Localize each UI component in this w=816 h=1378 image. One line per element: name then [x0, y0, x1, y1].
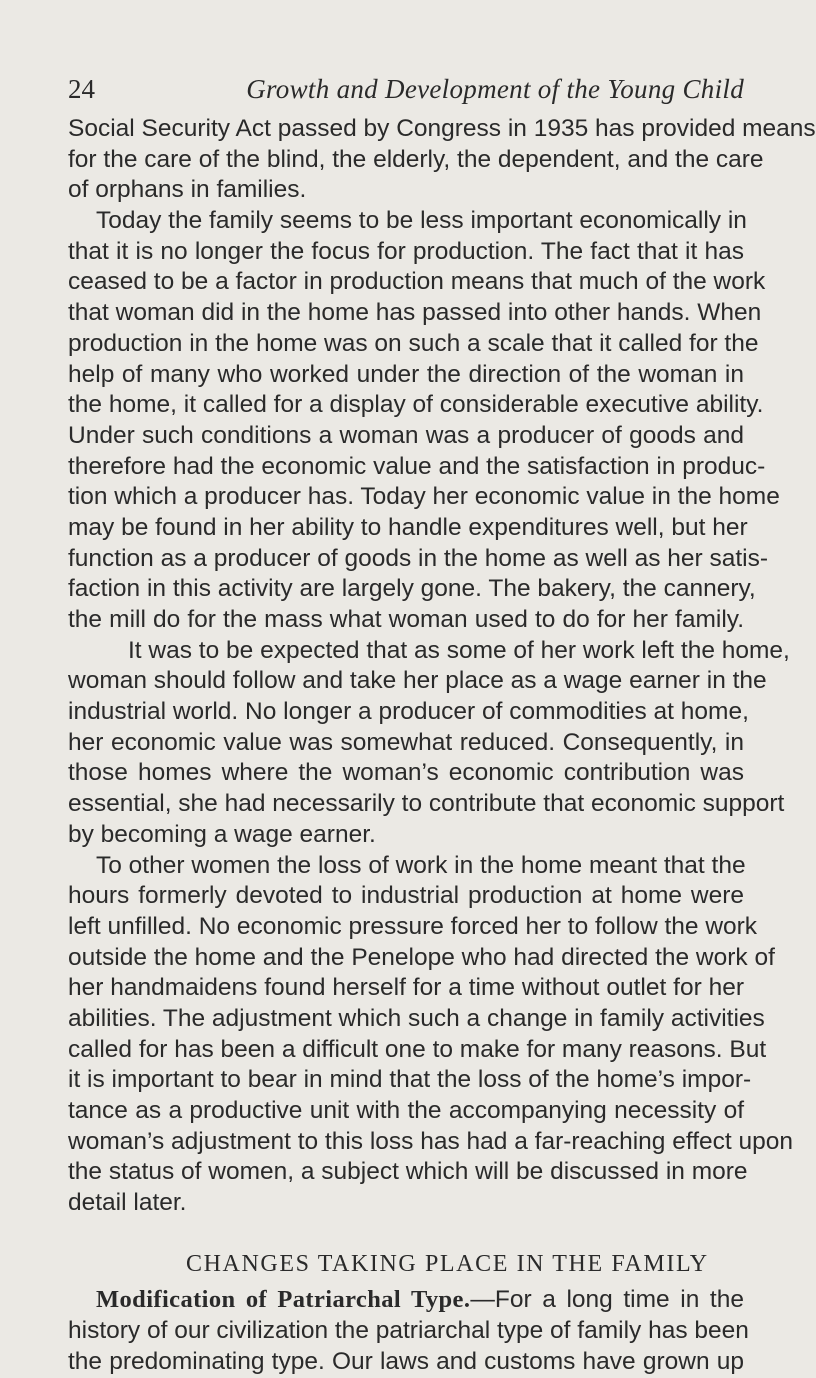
text-fragment: —For a long time in the [470, 1286, 744, 1314]
text-line: history of our civilization the patriarchal type of family has been [68, 1317, 749, 1345]
paragraph [68, 114, 816, 206]
text-line: the mill do for the mass what woman used to do for her family. [68, 606, 744, 633]
text-line: tance as a productive unit with the accompanying necessity of [68, 1097, 744, 1124]
text-line: those homes where the woman’s economic contribution was [68, 759, 744, 787]
text-line: it is important to bear in mind that the loss of the home’s impor- [68, 1066, 752, 1094]
text-line: It was to be expected that as some of her work left the home, [128, 636, 790, 664]
page-number: 24 [68, 74, 95, 104]
running-title: Growth and Development of the Young Child [246, 74, 744, 104]
running-head [68, 70, 744, 110]
text-line: by becoming a wage earner. [68, 820, 376, 848]
text-line: tion which a producer has. Today her economic value in the home [68, 483, 780, 511]
text-line: the home, it called for a display of considerable executive ability. [68, 391, 764, 419]
body-text [68, 114, 816, 1378]
text-line: detail later. [68, 1189, 187, 1217]
text-line: abilities. The adjustment which such a change in family activities [68, 1004, 765, 1032]
paragraph-subhead: Modification of Patriarchal Type. [96, 1286, 471, 1314]
text-line: woman’s adjustment to this loss has had a far-reaching effect upon [68, 1127, 793, 1155]
text-line: woman should follow and take her place as a wage earner in the [68, 667, 767, 695]
text-line: the status of women, a subject which will be discussed in more [68, 1158, 748, 1186]
text-line: production in the home was on such a scale that it called for the [68, 329, 759, 357]
text-line: essential, she had necessarily to contribute that economic support [68, 790, 785, 818]
text-line: Today the family seems to be less important economically in [96, 207, 747, 235]
text-line: the predominating type. Our laws and customs have grown up [68, 1347, 744, 1375]
text-line: may be found in her ability to handle expenditures well, but her [68, 513, 748, 541]
text-line: that woman did in the home has passed into other hands. When [68, 299, 762, 327]
text-line: industrial world. No longer a producer of commodities at home, [68, 698, 749, 726]
text-line: that it is no longer the focus for production. The fact that it has [68, 237, 744, 265]
text-line: ceased to be a factor in production means that much of the work [68, 268, 766, 296]
text-line: Social Security Act passed by Congress in 1935 has provided means [68, 115, 816, 142]
text-line [68, 1285, 744, 1316]
text-line: function as a producer of goods in the home as well as her satis- [68, 544, 768, 572]
text-line: her economic value was somewhat reduced. Consequently, in [68, 728, 744, 756]
text-line: faction in this activity are largely gone. The bakery, the cannery, [68, 575, 756, 603]
text-line: for the care of the blind, the elderly, the dependent, and the care [68, 145, 764, 173]
text-line: of orphans in families. [68, 176, 307, 204]
text-line: outside the home and the Penelope who had directed the work of [68, 943, 775, 971]
text-line: left unfilled. No economic pressure forced her to follow the work [68, 912, 758, 940]
text-line: Under such conditions a woman was a producer of goods and [68, 421, 744, 449]
paragraph [68, 1285, 749, 1377]
text-line: her handmaidens found herself for a time without outlet for her [68, 974, 744, 1002]
text-line: hours formerly devoted to industrial production at home were [68, 882, 744, 910]
paragraph [68, 851, 793, 1219]
paragraph [68, 636, 790, 851]
text-line: called for has been a difficult one to make for many reasons. But [68, 1035, 767, 1063]
text-line: therefore had the economic value and the satisfaction in produc- [68, 452, 766, 480]
paragraph [68, 206, 780, 636]
text-line: To other women the loss of work in the home meant that the [96, 851, 746, 879]
section-heading: CHANGES TAKING PLACE IN THE FAMILY [186, 1250, 709, 1277]
text-line: help of many who worked under the direction of the woman in [68, 360, 744, 388]
